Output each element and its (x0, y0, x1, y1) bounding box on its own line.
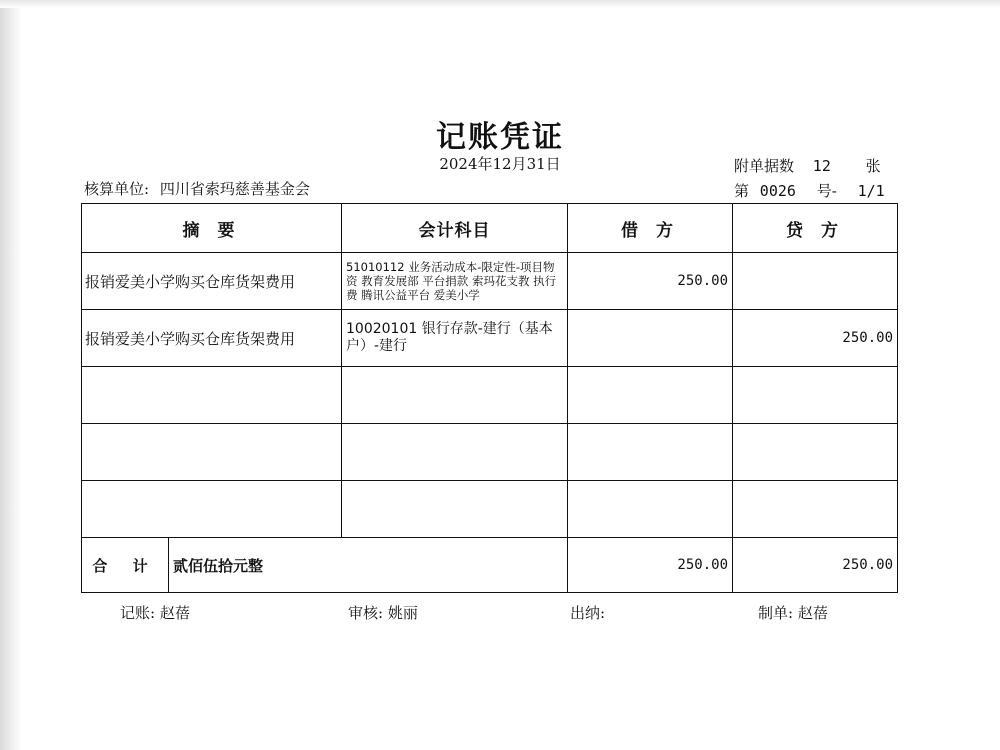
table-row (82, 253, 898, 310)
footer-cashier: 出纳: (570, 604, 606, 622)
footer-bookkeeper: 记账: 赵蓓 (120, 604, 190, 622)
voucher-table (81, 203, 898, 593)
total-in-words: 贰佰伍拾元整 (173, 556, 264, 575)
empty-cell (568, 481, 733, 538)
voucher-date: 2024年12月31日 (439, 155, 561, 173)
empty-cell (342, 367, 568, 424)
entry-credit (733, 253, 898, 310)
entry-credit: 250.00 (733, 310, 898, 367)
total-row (82, 538, 898, 593)
empty-cell (733, 481, 898, 538)
empty-cell (733, 367, 898, 424)
empty-cell (568, 367, 733, 424)
entry-summary: 报销爱美小学购买仓库货架费用 (82, 310, 342, 367)
entry-debit: 250.00 (568, 253, 733, 310)
unit-label: 核算单位: (84, 180, 150, 198)
attachments-count: 12 (812, 157, 831, 175)
voucher-no-suffix: 号- (816, 182, 837, 200)
empty-cell (342, 424, 568, 481)
total-label: 合 计 (82, 538, 169, 592)
total-credit: 250.00 (733, 538, 898, 593)
entry-account: 10020101 银行存款-建行（基本户）-建行 (342, 310, 568, 367)
entry-summary: 报销爱美小学购买仓库货架费用 (82, 253, 342, 310)
col-header-debit: 借 方 (568, 204, 733, 253)
total-debit: 250.00 (568, 538, 733, 593)
empty-cell (82, 481, 342, 538)
empty-cell (82, 367, 342, 424)
document-title: 记账凭证 (436, 120, 564, 155)
footer-preparer: 制单: 赵蓓 (758, 604, 828, 622)
accounting-unit (84, 178, 310, 199)
total-cell (82, 538, 568, 593)
col-header-credit: 贷 方 (733, 204, 898, 253)
empty-cell (342, 481, 568, 538)
voucher-no-prefix: 第 (734, 182, 750, 200)
empty-row (82, 481, 898, 538)
attachments-label: 附单据数 (734, 157, 795, 175)
entry-account: 51010112 业务活动成本-限定性-项目物资 教育发展部 平台捐款 索玛花支教 执行费 腾讯公益平台 爱美小学 (342, 253, 568, 310)
empty-cell (82, 424, 342, 481)
empty-row (82, 367, 898, 424)
table-header-row (82, 204, 898, 253)
scan-shadow-top (0, 0, 1000, 8)
empty-cell (733, 424, 898, 481)
voucher-number-row (734, 180, 885, 201)
table-row (82, 310, 898, 367)
col-header-account: 会计科目 (342, 204, 568, 253)
entry-debit (568, 310, 733, 367)
attachments-unit: 张 (865, 157, 881, 175)
unit-name: 四川省索玛慈善基金会 (159, 180, 310, 198)
page-indicator: 1/1 (857, 182, 885, 200)
empty-row (82, 424, 898, 481)
empty-cell (568, 424, 733, 481)
footer-reviewer: 审核: 姚丽 (348, 604, 418, 622)
voucher-number: 0026 (759, 182, 796, 200)
col-header-summary: 摘 要 (82, 204, 342, 253)
attachments-count-row (734, 155, 881, 176)
